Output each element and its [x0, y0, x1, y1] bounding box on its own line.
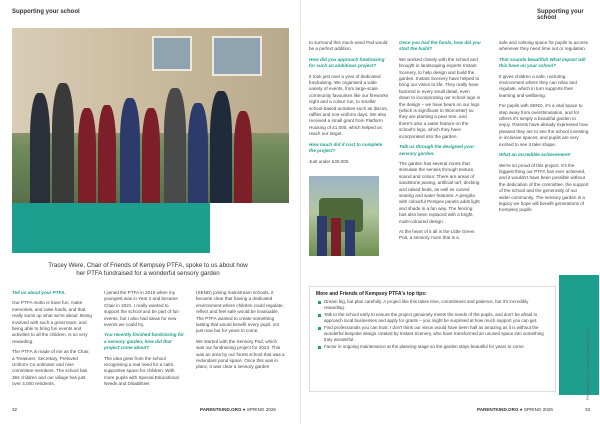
paragraph: safe and calming space for pupils to access whenever they need time out or regulation. [499, 40, 588, 52]
brand-name: PARENTKIND.ORG [477, 407, 519, 412]
paragraph: It gives children a safe, nurturing environment where they can relax and regulate, which in turn supports their learning and wellbeing. [499, 73, 577, 98]
section-header: Supporting your school [12, 9, 80, 15]
paragraph: Just under £30,000. [309, 158, 350, 164]
question-heading: How much did it cost to complete the project? [309, 141, 383, 154]
tips-title: More and Friends of Kempsey PTFA's top tips: [316, 291, 427, 297]
tip-item: Factor in ongoing maintenance at the planning stage so the garden stays beautiful for years to come. [324, 344, 549, 350]
photo-caption: Tracey Were, Chair of Friends of Kempsey PTFA, spoke to us about how her PTFA fundraised for a wonderful sensory garden [48, 262, 248, 277]
question-heading: That sounds beautiful! What impact will this have on your school? [499, 56, 586, 69]
right-column-1 [309, 40, 389, 169]
paragraph: to surround this much-used Pod would be a perfect addition. [309, 40, 388, 52]
right-page [300, 0, 600, 424]
footer-brand: PARENTKIND.ORG ● SPRING 2026 [200, 407, 276, 412]
photo-credit [585, 300, 595, 400]
section-header: Supporting your school [537, 9, 584, 21]
paragraph: The idea grew from the school recognising a real need for a calm, supportive space for children. With more pupils with Special Educational Needs and Disabilities [104, 355, 179, 387]
paragraph: We're so proud of this project. It's the biggest thing our PTFA has ever achieved, and it wouldn't have been possible without the dedication of the committee, the support of the school and the generosity of our wider community. The sensory garden is a legacy we hope will benefit generations of Kempsey pupils. [499, 162, 589, 213]
footer-brand: PARENTKIND.ORG ● SPRING 2026 [477, 407, 553, 412]
pod-photo [309, 176, 379, 256]
right-column-2 [399, 40, 481, 246]
paragraph: I joined the PTFA in 2019 when my youngest was in Year 2 and became Chair in 2021. I really wanted to support the school and be part of fun events, but I also had ideas for new events we could try. [104, 290, 179, 328]
tip-item: Dream big, but plan carefully. A project like this takes time, commitment and patience, but it's incredibly rewarding. [324, 299, 549, 311]
paragraph: The garden has several zones that stimulate the senses through texture, sound and colour. There are areas of sandstone paving, artificial turf, decking and raised beds, as well as curved seating and water features. A pergola with colourful Perspex panels adds light and shade in a fun way. The fencing has also been replaced with a bright, multi-coloured design. [399, 160, 480, 224]
paragraph: We started with the Sensory Pod, which was our fundraising project for 2023. This was an area by our forest school that was a redundant pond space. Once this was in place, it was clear a sensory garden [196, 338, 285, 370]
question-heading: Once you had the funds, how did you start the build? [399, 40, 481, 52]
right-column-3 [499, 40, 589, 218]
group-photo [12, 28, 289, 203]
paragraph: Our PTFA motto is have fun, make memories, and raise funds, and that really sums up what we're about. Being involved with such a great team, and being able to bring fun events and activities to all the children, is so very rewarding. [12, 300, 92, 344]
left-column-1 [12, 290, 92, 392]
accent-block [12, 203, 210, 253]
question-heading: How did you approach fundraising for such an ambitious project? [309, 56, 385, 69]
left-column-2 [104, 290, 184, 392]
paragraph: The PTFA is made of me as the Chair, a Treasurer, Secretary, Preloved Uniform Co-ordinator and nine committee members. The school has 384 children and our village has just over 4,000 residents. [12, 349, 90, 387]
left-column-3 [196, 290, 286, 375]
brand-name: PARENTKIND.ORG [200, 407, 242, 412]
page-number: 32 [12, 407, 18, 412]
tip-item: Talk to the school early to ensure the project genuinely meets the needs of the pupils, and don't be afraid to approach local businesses and apply for grants – you might be surprised at how much support you can get. [324, 312, 549, 324]
tips-list [310, 299, 555, 350]
page-number: 33 [585, 407, 591, 412]
tip-item: Find professionals you can trust. I don't think our vision would have been half as amazing as it is without the wonderful bespoke design created by Instant Scenery, who have transformed an unused space into something truly wonderful. [324, 325, 549, 343]
paragraph: At the heart of it all is the Little Green Pod, a sensory room that is a [399, 228, 475, 241]
question-heading: Talk us through the designed your sensory garden. [399, 144, 475, 156]
question-heading: Tell us about your PTFA. [12, 290, 66, 295]
tips-box [309, 286, 556, 392]
paragraph: (SEND) joining mainstream schools, it became clear that having a dedicated environment where children could regulate, reflect and feel safe would be invaluable. The PTFA wanted to create something lasting that would benefit every pupil, not just now but for years to come. [196, 290, 284, 334]
question-heading: What an incredible achievement! [499, 152, 571, 158]
paragraph: For pupils with SEND, it's a vital space to step away from overstimulation, and for others it's simply a beautiful garden to enjoy. Parents have already expressed how pleased they are to see the school investing in inclusive spaces, and pupils are very excited to see it take shape. [499, 103, 589, 147]
question-heading: You recently finished fundraising for a sensory garden, how did that project come about? [104, 332, 184, 351]
paragraph: It took just over a year of dedicated fundraising. We organised a wide variety of events, from large-scale community favourites like our fireworks night and a colour run, to smaller school-based activities such as discos, raffles and non-uniform days. We also received a small grant from Platform Housing of £1,000, which helped us reach our target. [309, 73, 389, 137]
credit-text: Photography: Friends of Kempsey PTFA [585, 328, 590, 400]
issue-label: SPRING 2026 [523, 407, 553, 412]
paragraph: We worked closely with the school and brought in landscaping experts Instant Scenery, to help design and build the garden. Instant Scenery have helped to bring our vision to life. They really have factored in every small detail, even down to incorporating our school logo in the design – we have bears on our logo (which is significant to Worcester) so they are planting a pear tree, and there's also a water feature on the school's logo, which they have incorporated into the garden. [399, 56, 481, 139]
issue-label: SPRING 2026 [246, 407, 276, 412]
